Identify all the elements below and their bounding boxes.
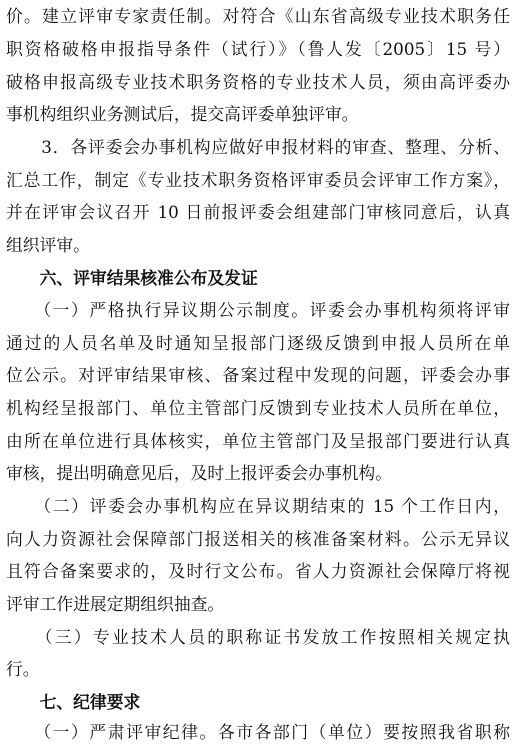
text-line: 审核，提出明确意见后，及时上报评委会办事机构。	[6, 463, 392, 483]
text-line: 价。建立评审专家责任制。对符合《山东省高级专业技术职务任	[6, 6, 510, 26]
text-line: 位公示。对评审结果审核、备案过程中发现的问题，评委会办事	[6, 365, 510, 385]
text-line: 且符合备案要求的，及时行文公布。省人力资源社会保障厅将视	[6, 561, 510, 581]
section-heading: 七、纪律要求	[6, 692, 141, 712]
text-line: 行。	[6, 659, 40, 679]
text-line: 组织评审。	[6, 235, 90, 255]
text-line: 评审工作进展定期组织抽查。	[6, 594, 225, 614]
text-line: 汇总工作，制定《专业技术职务资格评审委员会评审工作方案》，	[6, 170, 510, 190]
text-line: 机构经呈报部门、单位主管部门反馈到专业技术人员所在单位，	[6, 398, 510, 418]
text-line: 3．各评委会办事机构应做好申报材料的审查、整理、分析、	[6, 137, 510, 157]
text-line: （三）专业技术人员的职称证书发放工作按照相关规定执	[6, 627, 510, 647]
text-line: 由所在单位进行具体核实，单位主管部门及呈报部门要进行认真	[6, 431, 510, 451]
section-heading: 六、评审结果核准公布及发证	[6, 268, 258, 288]
text-line: 职资格破格申报指导条件（试行）》（鲁人发〔2005〕15 号）	[6, 39, 510, 59]
text-line: 事机构组织业务测试后，提交高评委单独评审。	[6, 104, 359, 124]
text-line: （一）严格执行异议期公示制度。评委会办事机构须将评审	[6, 300, 510, 320]
text-line: （一）严肃评审纪律。各市各部门（单位）要按照我省职称	[6, 722, 510, 742]
text-line: 破格申报高级专业技术职务资格的专业技术人员，须由高评委办	[6, 72, 510, 92]
text-line: 向人力资源社会保障部门报送相关的核准备案材料。公示无异议	[6, 529, 510, 549]
text-line: （二）评委会办事机构应在异议期结束的 15 个工作日内，	[6, 496, 510, 516]
text-line: 通过的人员名单及时通知呈报部门逐级反馈到申报人员所在单	[6, 333, 510, 353]
text-line: 并在评审会议召开 10 日前报评委会组建部门审核同意后，认真	[6, 202, 510, 222]
